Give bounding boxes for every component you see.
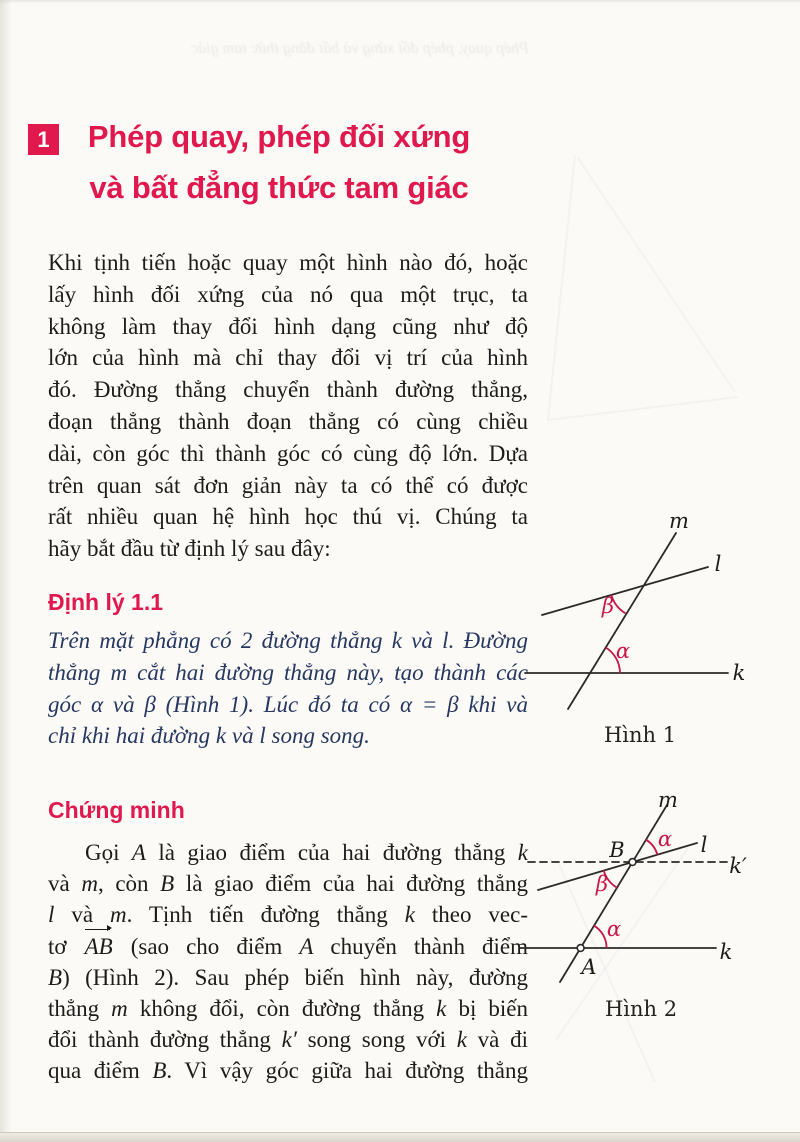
text-line: đó. Đường thẳng chuyển thành đường thẳng, <box>48 377 528 403</box>
figure2-caption: Hình 2 <box>604 997 678 1021</box>
text-line: tơ AB (sao cho điểm A chuyển thành điểm <box>48 931 528 962</box>
chapter-title-line-1: Phép quay, phép đối xứng <box>87 119 471 154</box>
text-line: thẳng m không đổi, còn đường thẳng k bị biến <box>48 996 528 1022</box>
figure2-line-m <box>560 805 667 982</box>
figure2-label-beta: β <box>595 872 609 896</box>
text-line: Trên mặt phẳng có 2 đường thẳng k và l. Đường <box>48 628 528 653</box>
theorem-text <box>48 625 528 752</box>
text-line: l và m. Tịnh tiến đường thẳng k theo vec- <box>48 902 528 928</box>
text-line: Khi tịnh tiến hoặc quay một hình nào đó, hoặc <box>48 250 528 275</box>
figure1-line-m <box>568 533 676 709</box>
figure2-label-B: B <box>609 838 625 862</box>
text-line: và m, còn B là giao điểm của hai đường thẳng <box>48 871 528 897</box>
text-line: hãy bắt đầu từ định lý sau đây: <box>48 536 331 562</box>
text-line: B) (Hình 2). Sau phép biến hình này, đường <box>48 964 528 990</box>
figure2-label-alpha-bottom: α <box>606 917 622 941</box>
figure2-label-k-prime: k′ <box>729 854 747 878</box>
proof-heading: Chứng minh <box>48 797 185 823</box>
theorem-heading: Định lý 1.1 <box>48 589 164 615</box>
chapter-title <box>78 111 480 213</box>
figure1-caption: Hình 1 <box>603 723 677 747</box>
figure2-label-A: A <box>581 955 597 979</box>
text-line: qua điểm B. Vì vậy góc giữa hai đường thẳng <box>48 1058 528 1084</box>
figure1-line-l <box>542 567 708 615</box>
chapter-number-badge: 1 <box>28 124 59 155</box>
figure2-angle-alpha-top-arc <box>646 840 657 855</box>
chapter-title-line-2: và bất đẳng thức tam giác <box>89 170 469 205</box>
vector-AB: AB <box>84 931 114 962</box>
text-line: đoạn thẳng thành đoạn thẳng có cùng chiều <box>48 408 528 434</box>
scan-edge-bottom <box>0 1132 800 1142</box>
figure-1-diagram <box>515 505 760 755</box>
text-line: lớn của hình mà chỉ thay đổi vị trí của hình <box>48 345 528 371</box>
figure2-label-m: m <box>658 788 678 812</box>
bleed-through-header: Phép quay, phép đối xứng và bất đẳng thức tam giác <box>191 40 529 57</box>
figure1-label-beta: β <box>601 594 615 618</box>
text-line: lấy hình đối xứng của nó qua một trục, ta <box>48 281 528 307</box>
figure1-label-m: m <box>669 509 689 533</box>
text-line: chỉ khi hai đường k và l song song. <box>48 723 370 749</box>
text-line: thẳng m cắt hai đường thẳng này, tạo thành các <box>48 659 528 685</box>
text-line: không làm thay đổi hình dạng cũng như độ <box>48 313 528 339</box>
text-line: dài, còn góc thì thành góc có cùng độ lớn. Dựa <box>48 440 528 466</box>
text-line: rất nhiều quan hệ hình học thú vị. Chúng ta <box>48 504 528 530</box>
text-line: Gọi A là giao điểm của hai đường thẳng k <box>85 840 528 865</box>
text-line: trên quan sát đơn giản này ta có thể có được <box>48 472 528 498</box>
figure1-label-k: k <box>732 661 746 685</box>
figure-2-diagram <box>515 785 760 1035</box>
figure2-label-alpha-top: α <box>657 827 673 851</box>
figure2-point-A <box>577 945 584 952</box>
figure2-point-B <box>629 859 636 866</box>
figure2-label-l: l <box>700 833 708 857</box>
text-line: đổi thành đường thẳng k′ song song với k và đi <box>48 1027 528 1053</box>
intro-paragraph <box>48 247 528 565</box>
figure2-label-k: k <box>719 940 733 964</box>
text-line: góc α và β (Hình 1). Lúc đó ta có α = β khi và <box>48 691 528 717</box>
figure1-label-alpha: α <box>615 639 631 663</box>
proof-paragraph <box>48 837 528 1087</box>
figure2-angle-alpha-bottom-arc <box>594 926 607 948</box>
figure1-label-l: l <box>714 552 722 576</box>
